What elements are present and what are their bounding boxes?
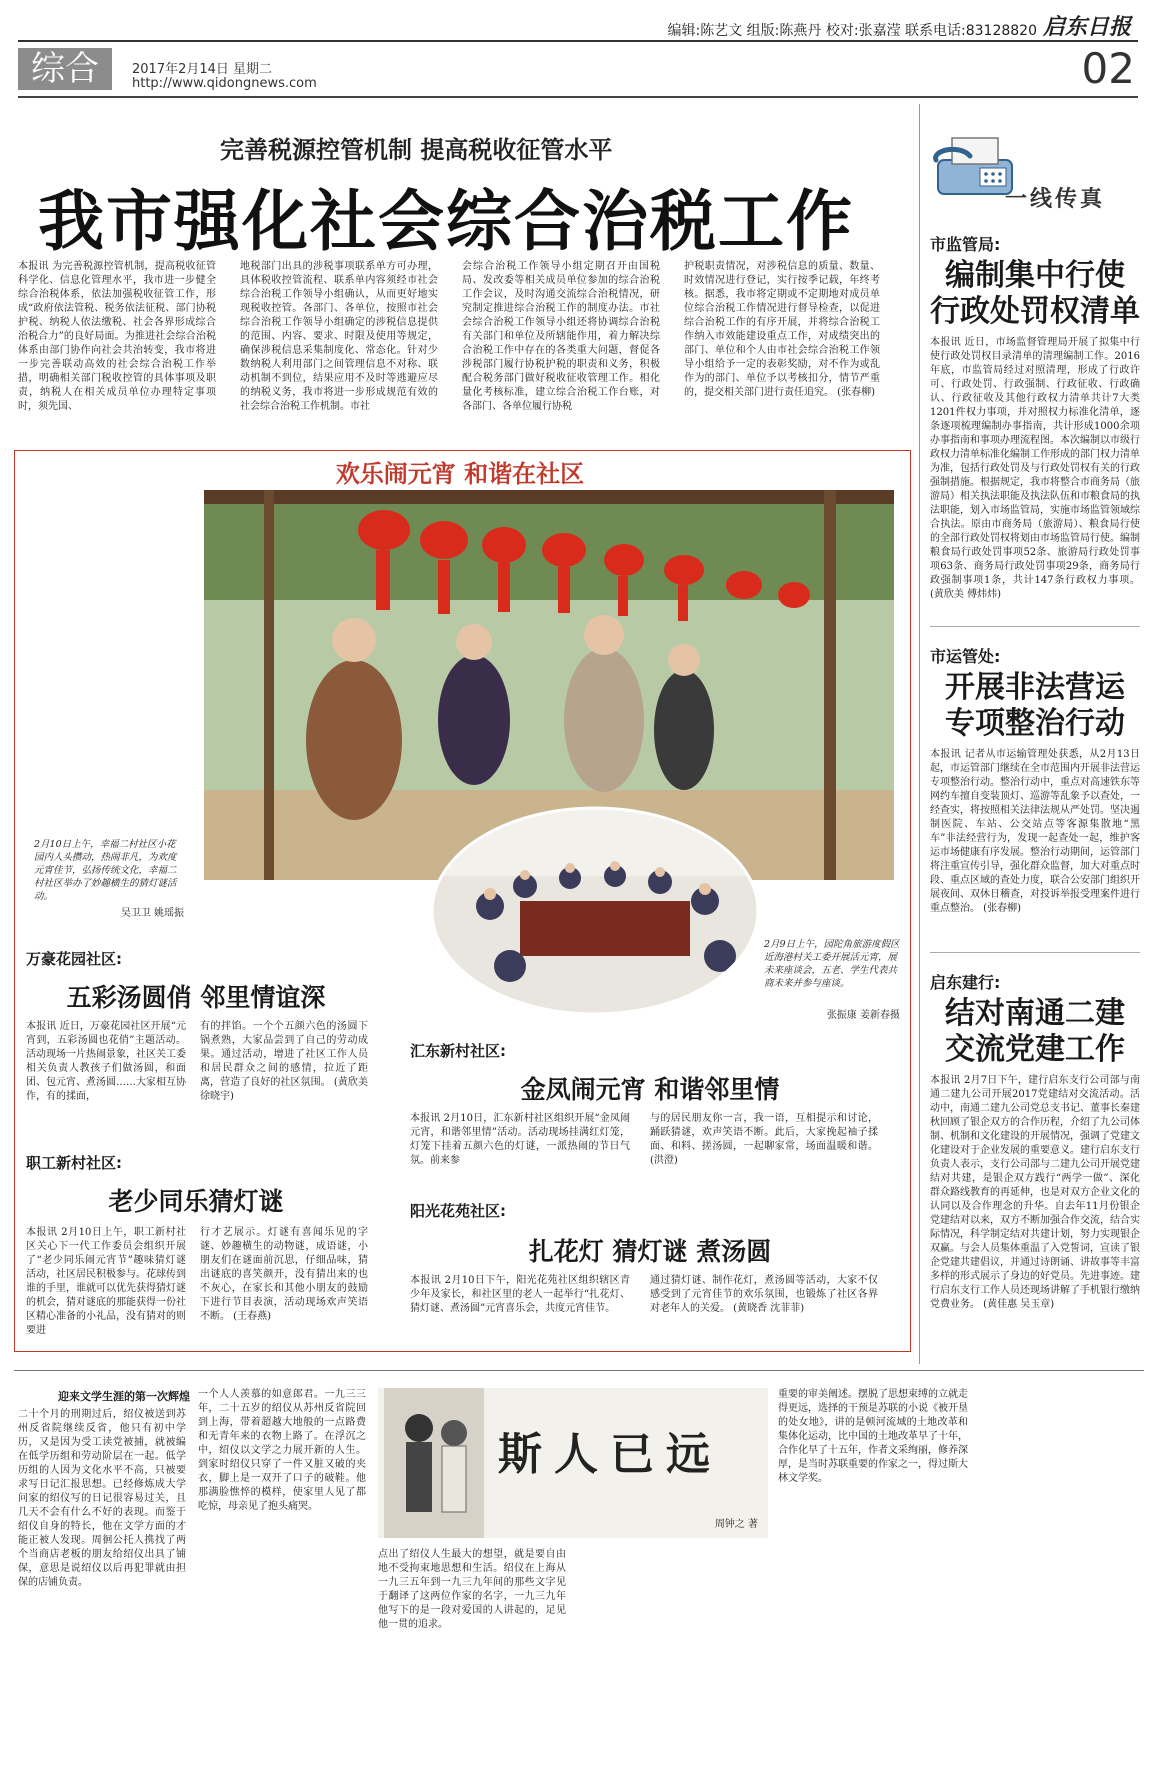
header-rule	[18, 40, 1138, 42]
community-label: 职工新村社区:	[26, 1154, 122, 1172]
sidebar-separator	[930, 626, 1140, 627]
community-headline: 老少同乐猜灯谜	[108, 1187, 284, 1216]
sidebar-article-body: 本报讯 近日，市场监督管理局开展了拟集中行使行政处罚权目录清单的清理编制工作。2016年底，市监管局经过对照清理，形成了行政许可、行政处罚、行政强制、行政征收、行政确认、行政征收及其他行政权力清单共计7大类1201件权力事项，并对照权力标准化清单，逐条逐项梳理编制办事指南，共计形成1000余项办事指南和事项办理流程图。本次编制以市级行政权力清单标准化编制工作形成的部门权力清单为准，包括行政处罚及与行政处罚权有关的行政强制措施。根据规定，我市将整合市商务局（旅游局）相关执法职能及执法队伍和市粮食局的执法职能，划入市场监管局，实施市场监管领域综合执法。原由市商务局（旅游局）、粮食局行使的全部行政处罚权将划由市场监管局行使。编制粮食局行政处罚事项52条、旅游局行政处罚事项63条、商务局行政处罚事项29条，商务局行政强制事项1条，共计147条行政权力事项。 (黄欣美 傅炜炜)	[930, 337, 1140, 600]
sidebar-dept: 启东建行:	[930, 973, 1001, 992]
sidebar-article-body: 本报讯 记者从市运输管理处获悉，从2月13日起，市运管部门继续在全市范围内开展非法营运专项整治行动。整治行动中，重点对高速铁东等网约车擅自变装顶灯、巡游等乱象予以查处，一经查实，将按照相关法律法规从严处罚。坚决遏制医院、车站、公交站点等客源集散地“黑车”非法经营行为，发现一起查处一起，维护客运市场健康有序发展。整治行动期间，运管部门将注重宣传引导，强化群众监督，加大对重点时段、重点区域的查处力度，联合公安部门组织开展夜间、双休日稽查，对投诉举报受理案件进行重点整治。 (张春柳)	[930, 749, 1140, 914]
youth-meeting-photo	[430, 806, 760, 1016]
sidebar-headline-2: 交流党建工作	[945, 1032, 1125, 1067]
essay-banner	[378, 1388, 768, 1538]
essay-column: 点出了绍仪人生最大的想望，就是要自由地不受拘束地思想和生活。绍仪在上海从一九三五年到一九三九年间的那些文字见于翻译了这两位作家的名字，一九三九年他写下的是一段对爱国的人讲起的，足见他一贯的追求。	[378, 1549, 566, 1630]
column-banner	[930, 132, 1140, 222]
essay-column: 一个人人羡慕的如意郎君。一九三三年，二十五岁的绍仪从苏州反省院回到上海，带着超越大地般的一点路费和无青年来的衣物上路了。在浮沉之中，绍仪以文学之力展开新的人生。到家时绍仪只穿了一件又脏又破的夹衣，脚上是一双开了口子的破鞋。他那满脸憔悴的模样，使家里人见了都吃惊，母亲见了抱头痛哭。	[198, 1389, 366, 1512]
community-article-body: 与的居民朋友你一言，我一语，互相提示和讨论，踊跃猜谜，欢声笑语不断。此后，大家挽起袖子揉面、和料、搓汤圆，一起聊家常，场面温暖和谐。 (洪澄)	[650, 1113, 878, 1166]
sidebar-headline-1: 结对南通二建	[945, 996, 1125, 1031]
sidebar-headline-1: 开展非法营运	[945, 670, 1125, 705]
essay-author: 周钟之 著	[714, 1519, 758, 1530]
sidebar-dept: 市运管处:	[930, 647, 1001, 666]
portrait-photo	[384, 1388, 484, 1538]
sidebar-article-body: 本报讯 2月7日下午，建行启东支行公司部与南通二建九公司开展2017党建结对交流活动。活动中，南通二建九公司党总支书记、董事长秦建秋回顾了银企双方的合作历程，介绍了九公司体制、机制和文化建设的开展情况，强调了党建文化建设对于企业发展的重要意义。建行启东支行负责人表示，支行公司部与二建九公司开展党建结对共建，是银企双方践行“两学一做”、深化群众路线教育的再延伸，也是对双方企业文化的认同以及合作理念的升华。自去年11月份银企党建结对以来，双方不断加强合作交流，结合实际情况，科学制定结对共建计划，努力实现银企双赢。与会人员集体重温了入党誓词，宣读了银企党建共建倡议，并通过诗朗诵、讲故事等丰富多样的形式展示了身边的好党员。先进事迹。建行启东支行工作人员还现场讲解了手机银行缴纳党费业务。 (黄佳惠 吴玉章)	[930, 1075, 1140, 1310]
community-label: 汇东新村社区:	[410, 1042, 506, 1060]
community-article-body: 本报讯 2月10日，汇东新村社区组织开展“金凤闹元宵，和谐邻里情”活动。活动现场挂满红灯笼，灯笼下挂着五颜六色的灯谜，一派热闹的节日气氛。前来参	[410, 1113, 630, 1166]
lead-subtitle: 完善税源控管机制 提高税收征管水平	[220, 136, 613, 164]
editor-credits: 编辑:陈艺文 组版:陈燕丹 校对:张嘉滢 联系电话:83128820	[667, 23, 1037, 39]
community-label: 阳光花苑社区:	[410, 1202, 506, 1220]
sidebar-dept: 市监管局:	[930, 235, 1001, 254]
lead-column: 会综合治税工作领导小组定期召开由国税局、发改委等相关成员单位参加的综合治税工作会议，及时沟通交流综合治税情况，研究制定推进综合治税工作的制度办法。市社会综合治税工作领导小组还将协调综合治税有关部门和单位及所辖能作用，着力解决综合治税工作中存在的各类重大问题，督促各涉税部门履行协税护税的职责和义务，积极配合税务部门做好税收征收管理工作。相化量化考核标准，建立综合治税工作台账，对各部门、各单位履行协税	[462, 261, 660, 412]
sidebar-divider	[919, 104, 920, 1364]
essay-title: 斯人已远	[498, 1429, 722, 1480]
sidebar-separator	[930, 952, 1140, 953]
sidebar-headline-2: 行政处罚权清单	[930, 294, 1140, 329]
section-tab: 综合	[18, 48, 112, 90]
community-headline: 金凤闹元宵 和谐邻里情	[520, 1075, 780, 1104]
column-name: 一线传真	[1005, 186, 1106, 212]
lead-column: 地税部门出具的涉税事项联系单方可办理，具体税收控管流程、联系单内容须经市社会综合治税工作领导小组确认，从而更好地实现税收控管。各部门、各单位，按照市社会综合治税工作领导小组确定的涉税信息提供的范围、内容、要求、时限及使用等规定，确保涉税信息采集制度化、常态化。针对少数纳税人利用部门之间管理信息不对称、联动机制不到位，结果应用不及时等逃避应尽的纳税义务，我市将进一步形成规范有效的社会综合治税工作机制。市社	[240, 261, 438, 412]
page-number: 02	[1081, 44, 1135, 93]
lead-column: 本报讯 为完善税源控管机制，提高税收征管科学化、信息化管理水平，我市进一步健全综合治税体系，依法加强税收征管工作，形成“政府依法管税、税务依法征税、部门协税护税、纳税人依法缴税、社会各界形成综合治税合力”的良好局面。为推进社会综合治税体系由部门协作向社会共治转变，我市将进一步完善联动高效的社会综合治税工作举措，明确相关部门税收控管的具体事项及职责，纳税人在相关成员单位办理特定事项时，须先国、	[18, 261, 216, 412]
lead-column: 护税职责情况，对涉税信息的质量、数量、时效情况进行登记，实行按季记载，年终考核。据悉，我市将定期或不定期地对成员单位综合治税工作情况进行督导检查，以促进综合治税工作的有序开展，并将综合治税工作纳入市效能建设重点工作，对成绩突出的部门、单位和个人由市社会综合治税工作领导小组给予一定的表彰奖励，对不作为或乱作为的部门、单位予以考核扣分，情节严重的，提交相关部门进行责任追究。 (张春柳)	[684, 261, 880, 398]
community-label: 万豪花园社区:	[26, 950, 122, 968]
essay-column: 二十个月的刑期过后，绍仪被送到苏州反省院继续反省，他只有初中学历，又是因为受工读党被捕，就被编在低学历组和劳动阶层在一起。低学历组的人因为文化水平不高，只被要求写日记汇报思想。已经修炼成大学问家的绍仪写的日记很容易过关，且几天不会有什么不好的表现。而鉴于绍仪自身的特长，他在文学方面的才能正被人发现。周徊公托人携找了两个当商店老板的朋友给绍仪出具了铺保，意思是说绍仪以后再犯罪就由担保的店铺负责。	[18, 1409, 186, 1588]
photo-credit: 张振康 姜新春摄	[826, 1010, 900, 1021]
site-url[interactable]: http://www.qidongnews.com	[132, 76, 317, 91]
lead-headline: 我市强化社会综合治税工作	[38, 183, 854, 260]
community-article-body: 行才艺展示。灯谜有喜闻乐见的字谜、妙趣横生的动物谜，成语谜，小朋友们在谜面前沉思，仔细品味，猜出谜底的喜笑颜开，没有猜出来的也不灰心，在家长和其他小朋友的鼓励下进行节目表演，活动现场欢声笑语不断。 (王春燕)	[200, 1227, 368, 1322]
community-article-body: 有的拌馅。一个个五颜六色的汤圆下锅煮熟，大家品尝到了自己的劳动成果。通过活动，增进了社区工作人员和居民群众之间的感情，拉近了距离，营造了良好的社区氛围。 (黄欣美 徐晓宇)	[200, 1021, 368, 1102]
photo-caption: 2月9日上午，园陀角旅游度假区近海港村关工委开展活元宵，展未来座谈会，五老、学生代表共商未来并参与座谈。	[764, 939, 900, 989]
masthead-bar	[0, 0, 1157, 40]
community-article-body: 通过猜灯谜、制作花灯，煮汤圆等活动，大家不仅感受到了元宵佳节的欢乐氛围，也锻炼了社区各界对老年人的关爱。 (黄晓香 沈菲菲)	[650, 1275, 878, 1314]
sidebar-headline-2: 专项整治行动	[945, 706, 1125, 741]
header-bottom-rule	[18, 96, 1138, 98]
community-headline: 五彩汤圆俏 邻里情谊深	[66, 983, 326, 1012]
sidebar-headline-1: 编制集中行使	[945, 258, 1125, 293]
feature-title: 欢乐闹元宵 和谐在社区	[260, 454, 660, 489]
photo-caption: 2月10日上午，幸福二村社区小花园内人头攒动，热闹非凡，为欢度元宵佳节，弘扬传统文化，幸福二村社区举办了妙趣横生的猜灯谜活动。	[34, 839, 177, 902]
community-article-body: 本报讯 2月10日上午，职工新村社区关心下一代工作委员会组织开展了“老少同乐闹元宵节”趣味猜灯谜活动，社区居民积极参与。花球传到谁的手里，谁就可以优先获得猜灯谜的机会，猜对谜底的那能获得一份社区精心准备的小礼品，没有猜对的则要进	[26, 1227, 186, 1336]
community-article-body: 本报讯 2月10日下午，阳光花苑社区组织辖区青少年及家长，和社区里的老人一起举行“扎花灯、猜灯谜、煮汤圆”元宵喜乐会，共度元宵佳节。	[410, 1275, 630, 1314]
bottom-rule	[14, 1370, 1144, 1371]
issue-date: 2017年2月14日 星期二	[132, 62, 273, 77]
community-article-body: 本报讯 近日，万豪花园社区开展“元宵到，五彩汤圆也花俏”主题活动。活动现场一片热闹景象，社区关工委相关负责人教孩子们做汤圆，和面团、包元宵、煮汤圆……大家相互协作，有的揉面，	[26, 1021, 186, 1102]
newspaper-brand: 启东日报	[1042, 14, 1131, 40]
essay-column: 重要的审美阐述。摆脱了思想束缚的立就走得更远，选择的干预是苏联的小说《被开垦的处女地》，讲的是顿河流域的土地改革和集体化运动，比中国的土地改革早了十年，合作化早了十五年，作者文采绚丽，修养深厚，是当时苏联重要的作家之一，得过斯大林文学奖。	[778, 1389, 968, 1484]
community-headline: 扎花灯 猜灯谜 煮汤圆	[528, 1237, 772, 1266]
photo-credit: 吴卫卫 姚瑶振	[120, 908, 184, 919]
essay-chapter-heading: 迎来文学生涯的第一次辉煌	[58, 1390, 190, 1403]
